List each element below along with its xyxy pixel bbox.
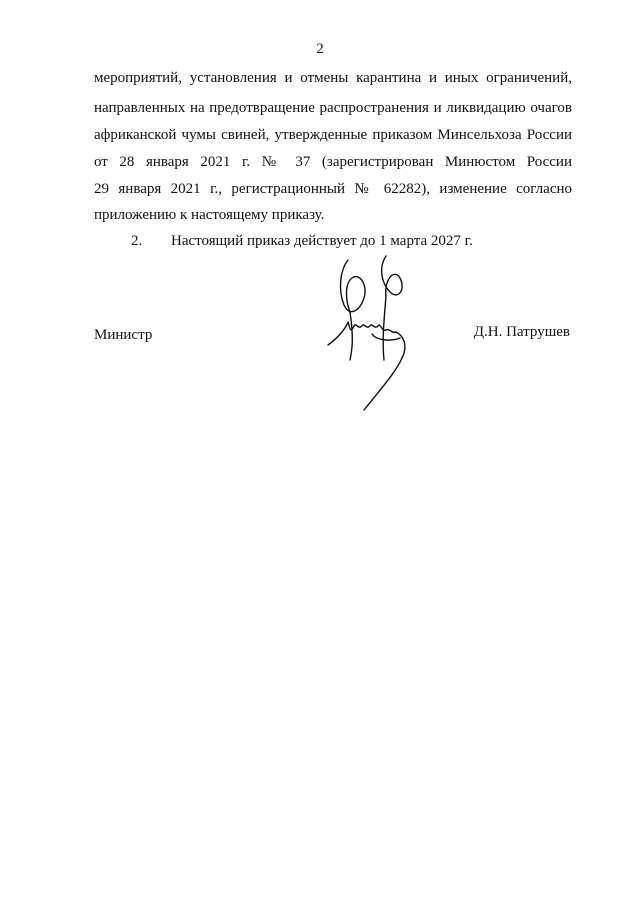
- paragraph-line: приложению к настоящему приказу.: [94, 207, 325, 223]
- paragraph-line: направленных на предотвращение распространения и ликвидацию очагов: [94, 100, 572, 116]
- paragraph-line: 29 января 2021 г., регистрационный № 62282), изменение согласно: [94, 181, 572, 197]
- page-number: 2: [316, 41, 324, 57]
- paragraph-line: от 28 января 2021 г. № 37 (зарегистрирован Минюстом России: [94, 154, 572, 170]
- paragraph-line: африканской чумы свиней, утвержденные приказом Минсельхоза России: [94, 127, 572, 143]
- item-number: 2.: [131, 233, 143, 249]
- paragraph-line: мероприятий, установления и отмены карантина и иных ограничений,: [94, 70, 572, 86]
- signatory-name: Д.Н. Патрушев: [473, 324, 570, 340]
- item-text: Настоящий приказ действует до 1 марта 2027 г.: [171, 233, 473, 249]
- signatory-title: Министр: [94, 327, 153, 343]
- handwritten-signature: [320, 250, 420, 420]
